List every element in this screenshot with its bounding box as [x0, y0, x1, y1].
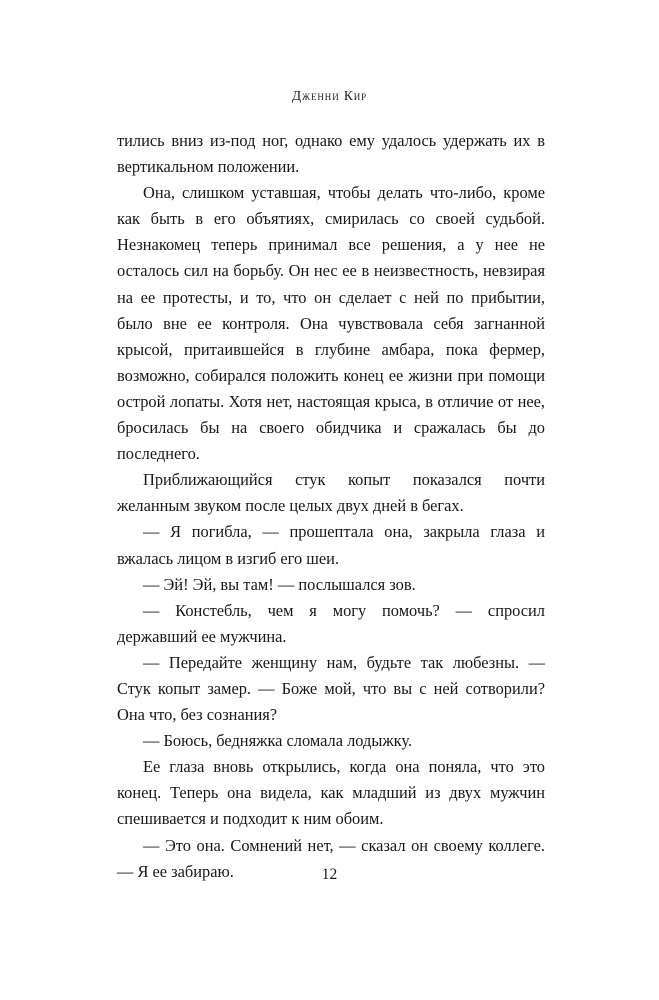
- page-number: 12: [321, 866, 338, 883]
- paragraph-6: — Передайте женщину нам, будьте так любезны. — Стук копыт замер. — Боже мой, что вы с ней сотворили? Она что, без сознания?: [117, 652, 545, 725]
- running-head: Дженни Кир: [291, 88, 368, 103]
- paragraph-9: — Это она. Сомнений нет, — сказал он своему коллеге. — Я ее забираю.: [117, 835, 545, 881]
- paragraph-7: — Боюсь, бедняжка сломала лодыжку.: [143, 731, 413, 751]
- paragraph-1: Она, слишком уставшая, чтобы делать что-либо, кроме как быть в его объятиях, смирилась со своей судьбой. Незнакомец теперь принимал все решения, а у нее не осталось сил на борьбу. Он нес ее в неизвестность, невзирая на ее протесты, и то, что он сделает с ней по прибытии, было вне ее контроля. Она чувствовала себя загнанной крысой, притаившейся в глубине амбара, пока фермер, возможно, собирался положить конец ее жизни при помощи острой лопаты. Хотя нет, настоящая крыса, в отличие от нее, бросилась бы на своего обидчика и сражалась бы до последнего.: [117, 183, 545, 464]
- paragraph-3: — Я погибла, — прошептала она, закрыла глаза и вжалась лицом в изгиб его шеи.: [117, 522, 545, 568]
- paragraph-5: — Констебль, чем я могу помочь? — спросил державший ее мужчина.: [117, 600, 545, 646]
- paragraph-2: Приближающийся стук копыт показался почти желанным звуком после целых двух дней в бегах.: [117, 470, 545, 516]
- body-text: [117, 128, 545, 885]
- paragraph-continued: тились вниз из-под ног, однако ему удалось удержать их в вертикальном положении.: [117, 131, 545, 177]
- paragraph-4: — Эй! Эй, вы там! — послышался зов.: [143, 574, 416, 594]
- paragraph-8: Ее глаза вновь открылись, когда она поняла, что это конец. Теперь она видела, как младший из двух мужчин спешивается и подходит к ним обоим.: [117, 757, 545, 829]
